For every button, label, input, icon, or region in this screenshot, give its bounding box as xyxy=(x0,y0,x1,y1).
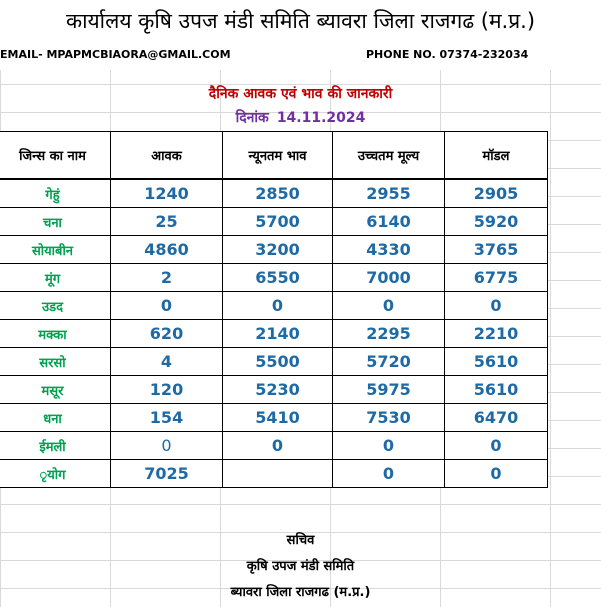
modal-price-value: 0 xyxy=(445,292,548,320)
table-row xyxy=(0,236,548,264)
modal-price-value: 2210 xyxy=(445,320,548,348)
modal-price-value: 3765 xyxy=(445,236,548,264)
table-row xyxy=(0,432,548,460)
max-price-value: 5975 xyxy=(333,376,445,404)
report-subtitle: दैनिक आवक एवं भाव की जानकारी xyxy=(208,86,393,102)
max-price-value: 5720 xyxy=(333,348,445,376)
arrival-value: 620 xyxy=(111,320,223,348)
max-price-value: 7530 xyxy=(333,404,445,432)
min-price-value: 5700 xyxy=(223,208,333,236)
max-price-value: 6140 xyxy=(333,208,445,236)
modal-price-value: 2905 xyxy=(445,179,548,208)
arrival-value: 154 xyxy=(111,404,223,432)
column-header-max-price: उच्चतम मूल्य xyxy=(333,132,445,180)
min-price-value: 0 xyxy=(223,292,333,320)
max-price-value: 0 xyxy=(333,432,445,460)
min-price-value: 3200 xyxy=(223,236,333,264)
max-price-value: 2295 xyxy=(333,320,445,348)
commodity-name: मूंग xyxy=(0,264,111,292)
arrival-value: 1240 xyxy=(111,179,223,208)
table-row xyxy=(0,264,548,292)
date-label: दिनांक xyxy=(235,110,269,126)
column-header-arrival: आवक xyxy=(111,132,223,180)
table-row xyxy=(0,208,548,236)
commodity-name: सोयाबीन xyxy=(0,236,111,264)
max-price-value: 0 xyxy=(333,292,445,320)
column-header-min-price: न्यूनतम भाव xyxy=(223,132,333,180)
min-price-value: 5500 xyxy=(223,348,333,376)
phone-text: PHONE NO. 07374-232034 xyxy=(366,48,529,61)
column-header-commodity: जिन्स का नाम xyxy=(0,132,111,180)
commodity-name: सरसो xyxy=(0,348,111,376)
empty-cell xyxy=(223,460,333,488)
arrival-value: 2 xyxy=(111,264,223,292)
commodity-name: मक्का xyxy=(0,320,111,348)
total-label: ृयोग xyxy=(0,460,111,488)
min-price-value: 2140 xyxy=(223,320,333,348)
arrival-value: 120 xyxy=(111,376,223,404)
arrival-value: 4860 xyxy=(111,236,223,264)
min-price-value: 6550 xyxy=(223,264,333,292)
modal-price-value: 6775 xyxy=(445,264,548,292)
signatory-title: सचिव xyxy=(286,533,315,548)
min-price-value: 5410 xyxy=(223,404,333,432)
table-row xyxy=(0,404,548,432)
signature-block xyxy=(0,528,601,606)
arrival-value: 0 xyxy=(111,432,223,460)
commodity-name: ईमली xyxy=(0,432,111,460)
commodity-name: धना xyxy=(0,404,111,432)
min-price-value: 5230 xyxy=(223,376,333,404)
arrival-value: 0 xyxy=(111,292,223,320)
arrival-value: 25 xyxy=(111,208,223,236)
max-price-value: 2955 xyxy=(333,179,445,208)
total-modal-value: 0 xyxy=(445,460,548,488)
commodity-name: चना xyxy=(0,208,111,236)
commodity-name: उडद xyxy=(0,292,111,320)
min-price-value: 2850 xyxy=(223,179,333,208)
min-price-value: 0 xyxy=(223,432,333,460)
total-row xyxy=(0,460,548,488)
modal-price-value: 6470 xyxy=(445,404,548,432)
email-text: EMAIL- MPAPMCBIAORA@GMAIL.COM xyxy=(0,48,231,61)
contact-bar xyxy=(0,40,601,70)
page-title: कार्यालय कृषि उपज मंडी समिति ब्यावरा जिला राजगढ (म.प्र.) xyxy=(0,0,601,41)
column-header-modal-price: मॉडल xyxy=(445,132,548,180)
table-header-row xyxy=(0,132,548,180)
commodity-name: मसूर xyxy=(0,376,111,404)
modal-price-value: 5610 xyxy=(445,376,548,404)
table-row xyxy=(0,320,548,348)
report-date: 14.11.2024 xyxy=(276,110,366,126)
table-row xyxy=(0,376,548,404)
modal-price-value: 5610 xyxy=(445,348,548,376)
date-line xyxy=(0,108,601,127)
table-row xyxy=(0,348,548,376)
organization-name: कृषि उपज मंडी समिति xyxy=(246,559,355,574)
organization-location: ब्यावरा जिला राजगढ (म.प्र.) xyxy=(230,585,371,600)
max-price-value: 4330 xyxy=(333,236,445,264)
commodity-name: गेहुं xyxy=(0,179,111,208)
arrival-value: 4 xyxy=(111,348,223,376)
table-row xyxy=(0,292,548,320)
total-arrival-value: 7025 xyxy=(111,460,223,488)
modal-price-value: 0 xyxy=(445,432,548,460)
table-row xyxy=(0,179,548,208)
max-price-value: 7000 xyxy=(333,264,445,292)
rates-table xyxy=(0,131,548,488)
modal-price-value: 5920 xyxy=(445,208,548,236)
total-max-value: 0 xyxy=(333,460,445,488)
